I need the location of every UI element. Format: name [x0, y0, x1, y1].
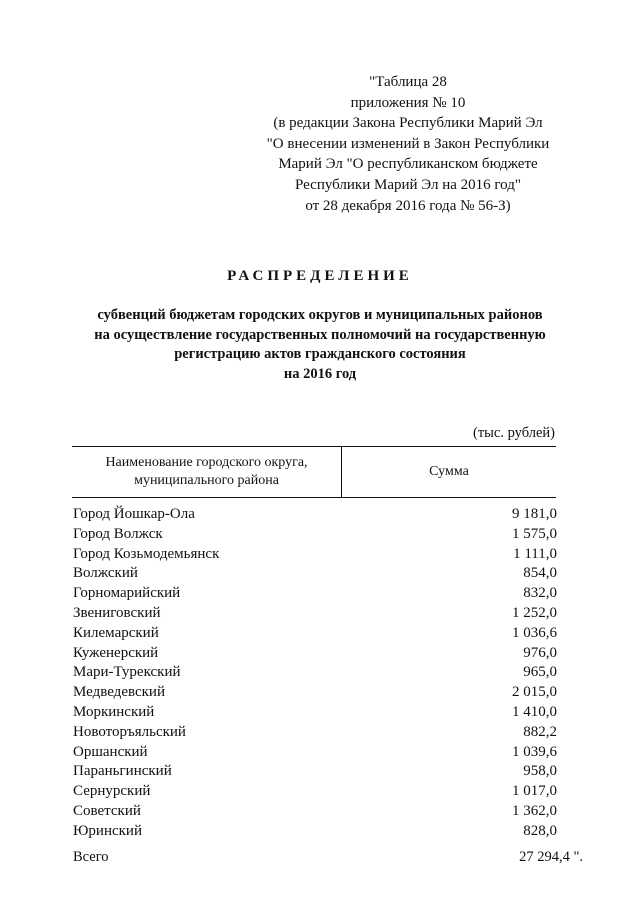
header-line: (в редакции Закона Республики Марий Эл	[273, 115, 543, 132]
row-name: Звениговский	[73, 604, 161, 621]
row-amount: 1 036,6	[512, 624, 557, 641]
row-amount: 958,0	[523, 763, 557, 780]
row-amount: 1 362,0	[512, 802, 557, 819]
header-line: "О внесении изменений в Закон Республики	[266, 135, 550, 152]
row-amount: 832,0	[523, 585, 557, 602]
header-line: Марий Эл "О республиканском бюджете	[278, 156, 538, 173]
column-header-amount: Сумма	[429, 464, 469, 479]
table-row	[73, 782, 557, 802]
table-row	[73, 624, 557, 644]
header-line: от 28 декабря 2016 года № 56-З)	[305, 197, 511, 214]
table-row	[73, 723, 557, 743]
column-header-name-line: муниципального района	[134, 473, 279, 488]
row-amount: 976,0	[523, 644, 557, 661]
table-row	[73, 525, 557, 545]
row-name: Город Козьмодемьянск	[73, 545, 220, 562]
table-row	[73, 743, 557, 763]
table-body	[73, 505, 557, 842]
table-row	[73, 644, 557, 664]
document-subtitle	[0, 306, 640, 384]
row-name: Моркинский	[73, 703, 155, 720]
row-amount: 1 252,0	[512, 604, 557, 621]
row-name: Советский	[73, 802, 141, 819]
table-row	[73, 802, 557, 822]
table-row	[73, 822, 557, 842]
total-row	[73, 849, 583, 866]
row-name: Мари-Турекский	[73, 664, 181, 681]
table-row	[73, 604, 557, 624]
units-note: (тыс. рублей)	[473, 425, 555, 441]
row-amount: 2 015,0	[512, 684, 557, 701]
row-amount: 1 410,0	[512, 703, 557, 720]
row-amount: 854,0	[523, 565, 557, 582]
document-title: РАСПРЕДЕЛЕНИЕ	[227, 268, 413, 284]
total-amount: 27 294,4 ".	[519, 849, 583, 865]
row-name: Куженерский	[73, 644, 159, 661]
row-amount: 828,0	[523, 822, 557, 839]
row-amount: 1 575,0	[512, 525, 557, 542]
subtitle-line: субвенций бюджетам городских округов и муниципальных районов	[97, 307, 543, 323]
row-name: Волжский	[73, 565, 138, 582]
row-name: Юринский	[73, 822, 142, 839]
table-row	[73, 564, 557, 584]
row-amount: 965,0	[523, 664, 557, 681]
row-name: Килемарский	[73, 624, 159, 641]
table-row	[73, 683, 557, 703]
subtitle-line: на осуществление государственных полномочий на государственную	[94, 326, 546, 343]
row-amount: 882,2	[523, 723, 557, 740]
subtitle-line: регистрацию актов гражданского состояния	[174, 346, 466, 362]
table-row	[73, 762, 557, 782]
row-amount: 1 111,0	[513, 545, 557, 562]
row-name: Параньгинский	[73, 763, 172, 780]
row-name: Город Волжск	[73, 525, 163, 542]
row-name: Город Йошкар-Ола	[73, 506, 195, 522]
document-header	[252, 72, 564, 216]
row-amount: 1 039,6	[512, 743, 557, 760]
table-row	[73, 703, 557, 723]
column-header-name-line: Наименование городского округа,	[105, 455, 308, 470]
row-amount: 1 017,0	[512, 783, 557, 800]
row-amount: 9 181,0	[512, 506, 557, 522]
table-row	[73, 505, 557, 525]
row-name: Горномарийский	[73, 585, 181, 602]
table-row	[73, 545, 557, 565]
table-header	[72, 446, 556, 498]
table-row	[73, 584, 557, 604]
header-line: "Таблица 28	[369, 74, 447, 90]
header-line: Республики Марий Эл на 2016 год"	[294, 176, 522, 193]
row-name: Оршанский	[73, 743, 148, 760]
row-name: Медведевский	[73, 684, 165, 701]
row-name: Новоторъяльский	[73, 723, 186, 740]
column-header-name	[72, 447, 342, 497]
row-name: Сернурский	[73, 783, 151, 800]
subtitle-line: на 2016 год	[283, 365, 357, 382]
total-label: Всего	[73, 849, 109, 865]
table-row	[73, 663, 557, 683]
header-line: приложения № 10	[350, 94, 466, 111]
